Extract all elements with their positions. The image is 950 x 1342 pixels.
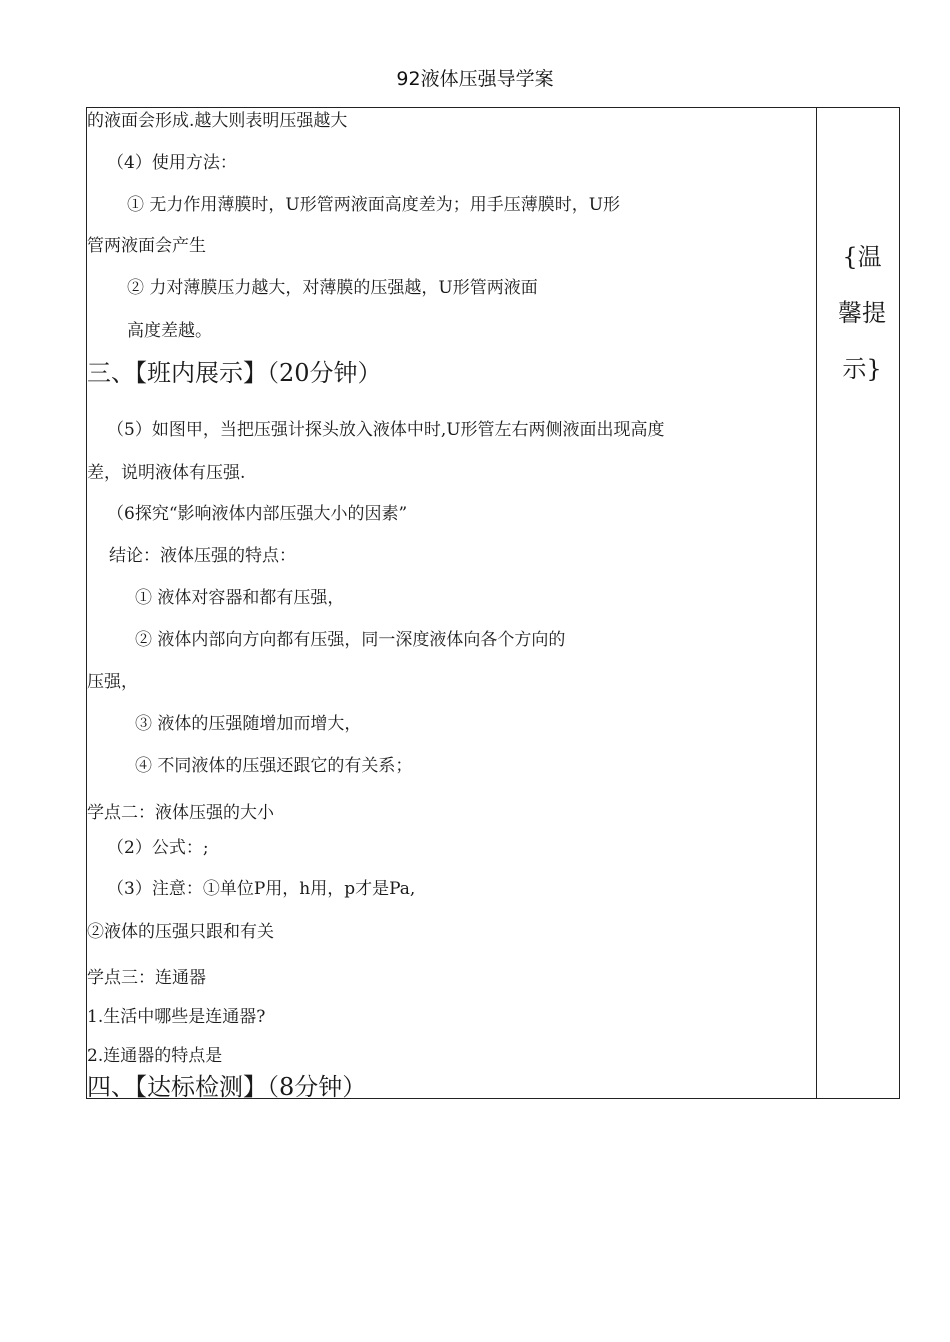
text-line: （2）公式：;: [107, 838, 209, 858]
content-table: [86, 107, 900, 1099]
text-line: ③ 液体的压强随增加而增大，: [135, 714, 362, 734]
document-title: 92液体压强导学案: [396, 68, 554, 90]
side-note-line: 馨提: [838, 299, 886, 327]
section-heading: 三、【班内展示】（20分钟）: [87, 359, 382, 387]
text-line: 学点二：液体压强的大小: [87, 803, 274, 823]
column-divider: [816, 108, 817, 1098]
text-line: ④ 不同液体的压强还跟它的有关系；: [135, 756, 413, 776]
side-note-line: {温: [842, 243, 882, 271]
text-line: ① 液体对容器和都有压强，: [135, 588, 345, 608]
text-line: （6探究“影响液体内部压强大小的因素”: [107, 504, 408, 524]
side-note-line: 示}: [842, 355, 882, 383]
text-line: 学点三：连通器: [87, 968, 206, 988]
text-line: （5）如图甲，当把压强计探头放入液体中时,U形管左右两侧液面出现高度: [107, 420, 665, 440]
text-line: 高度差越。: [127, 321, 212, 341]
text-line: 2.连通器的特点是: [87, 1046, 223, 1066]
text-line: 差，说明液体有压强.: [87, 463, 246, 483]
text-line: （3）注意：①单位P用，h用，p才是Pa,: [107, 879, 416, 899]
text-line: （4）使用方法：: [107, 153, 237, 173]
text-line: 的液面会形成.越大则表明压强越大: [87, 111, 348, 131]
text-line: 1.生活中哪些是连通器?: [87, 1007, 266, 1027]
text-line: 管两液面会产生: [87, 236, 206, 256]
text-line: ② 液体内部向方向都有压强，同一深度液体向各个方向的: [135, 630, 566, 650]
text-line: 压强，: [87, 672, 138, 692]
text-line: 结论：液体压强的特点：: [109, 546, 296, 566]
text-line: ② 力对薄膜压力越大，对薄膜的压强越，U形管两液面: [127, 278, 538, 298]
section-heading: 四、【达标检测】（8分钟）: [87, 1073, 367, 1101]
text-line: ②液体的压强只跟和有关: [87, 922, 274, 942]
text-line: ① 无力作用薄膜时，U形管两液面高度差为；用手压薄膜时，U形: [127, 195, 621, 215]
